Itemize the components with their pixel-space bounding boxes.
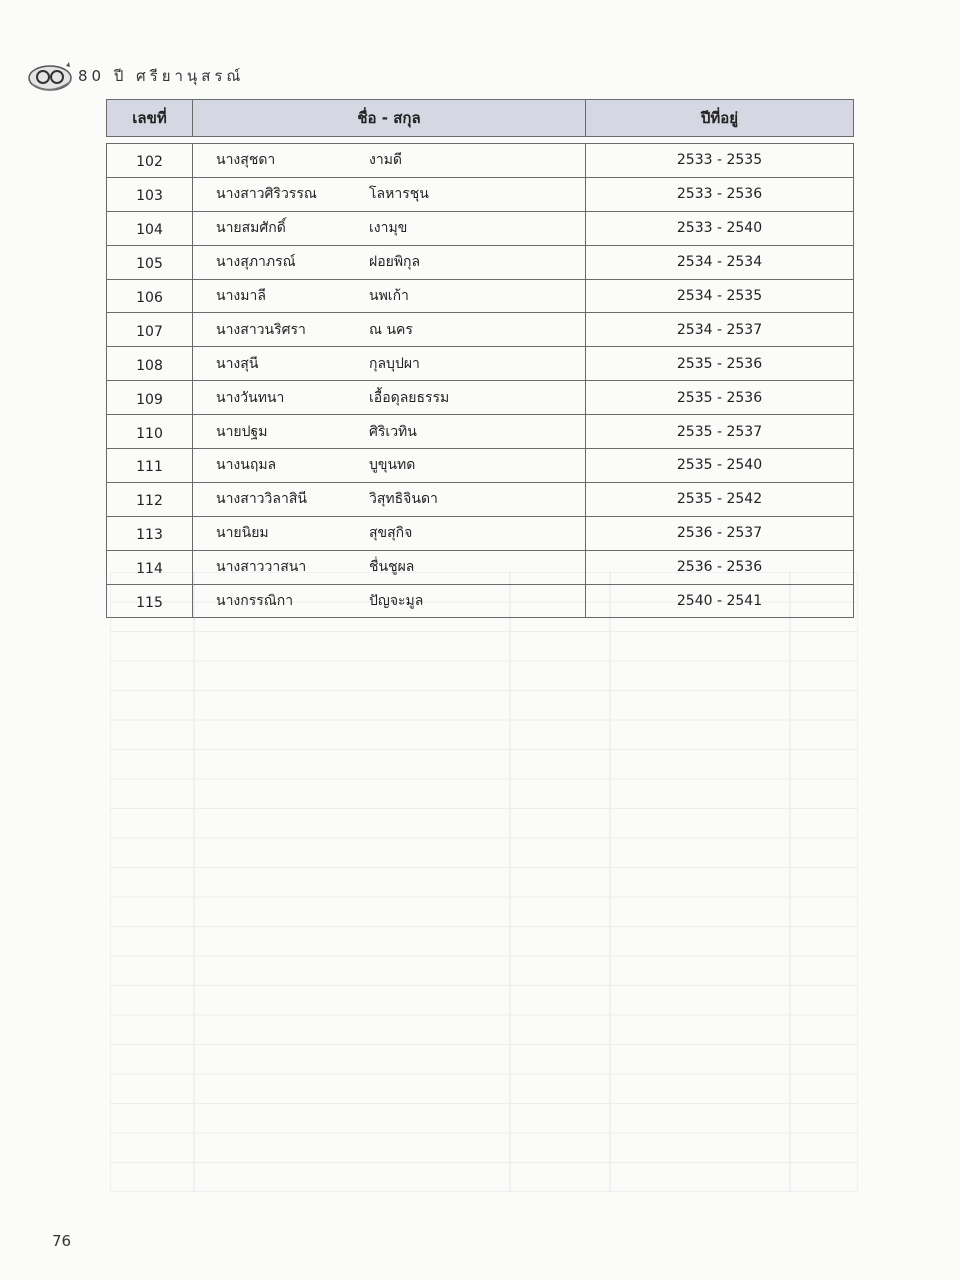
first-name: นายสมศักดิ์ [216, 220, 286, 237]
row-number: 105 [107, 245, 193, 279]
last-name: กุลบุปผา [369, 355, 420, 372]
table-row [107, 415, 854, 449]
row-number: 106 [107, 279, 193, 313]
residence-years: 2535 - 2540 [586, 449, 854, 483]
name-cell [193, 449, 586, 483]
last-name: นพเก้า [369, 288, 409, 304]
residence-years: 2533 - 2540 [586, 211, 854, 245]
last-name: สุขสุกิจ [369, 525, 413, 542]
page-header [26, 56, 244, 96]
row-number: 113 [107, 516, 193, 550]
first-name: นางสุชดา [216, 152, 276, 169]
residence-years: 2535 - 2536 [586, 347, 854, 381]
residence-years: 2533 - 2535 [586, 144, 854, 178]
anniversary-80-logo-icon [26, 56, 74, 96]
residence-years: 2534 - 2534 [586, 245, 854, 279]
first-name: นางสาววาสนา [216, 559, 307, 576]
table-row [107, 381, 854, 415]
header-title: 80 ปี ศรียานุสรณ์ [78, 67, 245, 85]
first-name: นางมาลี [216, 288, 266, 304]
bleed-through-background [110, 572, 858, 1192]
last-name: ชื่นชูผล [369, 559, 415, 576]
first-name: นางสาวนริศรา [216, 321, 306, 338]
row-number: 104 [107, 211, 193, 245]
table-row [107, 245, 854, 279]
residence-years: 2540 - 2541 [586, 584, 854, 618]
name-cell [193, 211, 586, 245]
table-row [107, 144, 854, 178]
table-row [107, 516, 854, 550]
first-name: นางนฤมล [216, 457, 277, 474]
first-name: นางสุภาภรณ์ [216, 254, 296, 271]
name-cell [193, 313, 586, 347]
page-number: 76 [52, 1232, 72, 1250]
row-number: 110 [107, 415, 193, 449]
table-row [107, 177, 854, 211]
first-name: นายนิยม [216, 525, 269, 542]
residence-years: 2534 - 2537 [586, 313, 854, 347]
table-row [107, 449, 854, 483]
table-row [107, 211, 854, 245]
residence-years: 2535 - 2542 [586, 482, 854, 516]
row-number: 112 [107, 482, 193, 516]
name-cell [193, 381, 586, 415]
last-name: บูขุนทด [369, 457, 416, 474]
column-header-years: ปีที่อยู่ [586, 100, 854, 137]
row-number: 107 [107, 313, 193, 347]
row-number: 102 [107, 144, 193, 178]
residence-years: 2533 - 2536 [586, 177, 854, 211]
table-row [107, 313, 854, 347]
last-name: เงามุข [369, 220, 408, 237]
name-cell [193, 482, 586, 516]
last-name: วิสุทธิจินดา [369, 491, 438, 508]
name-cell [193, 516, 586, 550]
row-number: 109 [107, 381, 193, 415]
residence-years: 2536 - 2536 [586, 550, 854, 584]
name-cell [193, 415, 586, 449]
name-cell [193, 279, 586, 313]
row-number: 111 [107, 449, 193, 483]
first-name: นางวันทนา [216, 389, 285, 406]
last-name: ณ นคร [369, 321, 413, 338]
first-name: นางสุนี [216, 355, 259, 372]
column-header-number: เลขที่ [107, 100, 193, 137]
name-cell [193, 347, 586, 381]
name-cell [193, 177, 586, 211]
residents-table [106, 143, 854, 618]
residence-years: 2535 - 2536 [586, 381, 854, 415]
name-cell [193, 144, 586, 178]
first-name: นางกรรณิกา [216, 593, 294, 610]
table-row [107, 482, 854, 516]
name-cell [193, 245, 586, 279]
last-name: ศิริเวทิน [369, 423, 417, 440]
row-number: 108 [107, 347, 193, 381]
row-number: 103 [107, 177, 193, 211]
last-name: ฝอยพิกุล [369, 254, 421, 271]
last-name: ปัญจะมูล [369, 593, 424, 610]
first-name: นางสาวศิริวรรณ [216, 186, 317, 203]
first-name: นายปฐม [216, 423, 268, 440]
residence-years: 2536 - 2537 [586, 516, 854, 550]
last-name: เอื้อดุลยธรรม [369, 389, 450, 406]
row-number: 115 [107, 584, 193, 618]
table-row [107, 347, 854, 381]
last-name: โลหารชุน [369, 186, 429, 203]
first-name: นางสาววิลาสินี [216, 491, 307, 508]
row-number: 114 [107, 550, 193, 584]
column-header-name: ชื่อ - สกุล [193, 100, 586, 137]
table-header [106, 99, 854, 137]
residence-years: 2535 - 2537 [586, 415, 854, 449]
table-row [107, 279, 854, 313]
residence-years: 2534 - 2535 [586, 279, 854, 313]
last-name: งามดี [369, 152, 403, 169]
